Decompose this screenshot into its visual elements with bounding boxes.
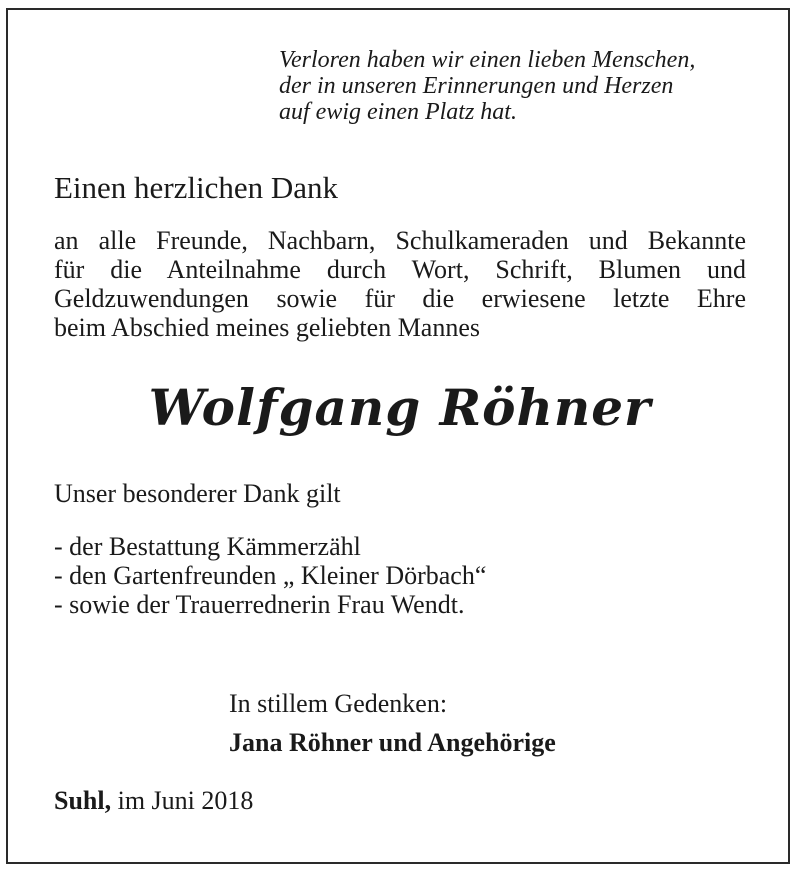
memory-block bbox=[229, 687, 556, 760]
thanks-heading: Einen herzlichen Dank bbox=[54, 170, 339, 205]
thanks-line: Geldzuwendungen sowie für die erwiesene letzte Ehre bbox=[54, 284, 746, 313]
list-item: - sowie der Trauerrednerin Frau Wendt. bbox=[54, 590, 465, 619]
signature: Jana Röhner und Angehörige bbox=[229, 728, 556, 757]
memorial-quote bbox=[279, 47, 759, 125]
thanks-paragraph bbox=[54, 226, 746, 342]
place-date bbox=[54, 785, 253, 817]
thanks-line: an alle Freunde, Nachbarn, Schulkameraden und Bekannte bbox=[54, 226, 746, 255]
list-item: - den Gartenfreunden „ Kleiner Dörbach“ bbox=[54, 561, 487, 590]
quote-line: der in unseren Erinnerungen und Herzen bbox=[279, 73, 674, 99]
special-thanks-list bbox=[54, 532, 486, 619]
special-thanks-intro: Unser besonderer Dank gilt bbox=[54, 479, 341, 508]
date: im Juni 2018 bbox=[117, 786, 254, 815]
quote-line: auf ewig einen Platz hat. bbox=[279, 99, 517, 125]
thanks-line: für die Anteilnahme durch Wort, Schrift, Blumen und bbox=[54, 255, 746, 284]
list-item: - der Bestattung Kämmerzähl bbox=[54, 532, 361, 561]
deceased-name: Wolfgang Röhner bbox=[148, 378, 652, 437]
quote-line: Verloren haben wir einen lieben Menschen, bbox=[279, 47, 696, 73]
thanks-line: beim Abschied meines geliebten Mannes bbox=[54, 313, 481, 342]
city: Suhl, bbox=[54, 786, 112, 815]
memory-line: In stillem Gedenken: bbox=[229, 689, 448, 718]
